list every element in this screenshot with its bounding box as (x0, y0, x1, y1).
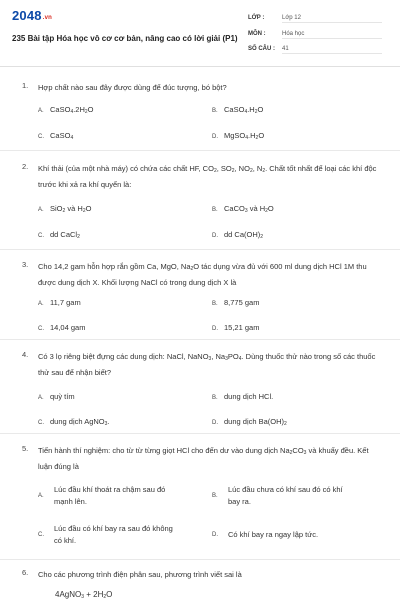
option-b[interactable]: B. 8,775 gam (212, 298, 260, 307)
site-logo[interactable]: 2048.vn (12, 8, 53, 23)
option-c[interactable]: C. dd CaCl$_2$ (38, 230, 80, 240)
question-text: Cho 14,2 gam hỗn hợp rắn gồm Ca, MgO, $Na_2O$ tác dụng vừa đủ với 600 ml dung dịch HCl 1M thu được dung dịch X. Khối lượng NaCl có trong dung dịch X là (38, 262, 367, 287)
option-a[interactable]: A. 11,7 gam (38, 298, 81, 307)
option-b[interactable]: B. CaCO$_3$ và $H_2O$ (212, 204, 274, 214)
question-divider (0, 433, 400, 434)
meta-question-count: SỐ CÂU : 41 (248, 46, 382, 54)
question-text: Cho các phương trình điện phân sau, phương trình viết sai là (38, 570, 242, 579)
document-title: 235 Bài tập Hóa học vô cơ cơ bản, nâng cao có lời giải (P1) (12, 34, 238, 43)
question-number: 1. (22, 81, 29, 90)
option-a[interactable]: A. SiO$_2$ và $H_2O$ (38, 204, 92, 214)
question-text: Hợp chất nào sau đây được dùng để đúc tượng, bó bột? (38, 83, 227, 92)
option-b[interactable]: B. dung dịch HCl. (212, 392, 274, 401)
question-number: 3. (22, 260, 29, 269)
option-d[interactable]: D. dung dịch $Ba(OH)_2$ (212, 417, 287, 427)
option-d[interactable]: D. 15,21 gam (212, 323, 260, 332)
meta-subject: MÔN : Hóa học (248, 31, 382, 39)
option-a[interactable]: A. quỳ tím (38, 392, 75, 401)
meta-class: LỚP : Lớp 12 (248, 15, 382, 23)
equation-formula: 4AgNO$_3$ + $2H_2O$ (55, 590, 113, 600)
option-d[interactable]: D. dd $Ca(OH)_2$ (212, 230, 264, 240)
question-divider (0, 559, 400, 560)
header-divider (0, 66, 400, 67)
question-text: Khí thải (của một nhà máy) có chứa các chất HF, $CO_2$, $SO_2$, $NO_2$, $N_2$. Chất tốt nhất để loại các khí độc trước khi xả ra khí quyển là: (38, 164, 377, 189)
option-d[interactable]: D. $MgSO_4.H_2O$ (212, 131, 265, 141)
option-a[interactable]: A. $CaSO_4.2H_2O$ (38, 105, 94, 115)
document-header (0, 0, 400, 66)
question-text: Có 3 lọ riêng biệt đựng các dung dịch: NaCl, NaNO$_3$, $Na_3PO_4$. Dùng thuốc thử nào trong số các thuốc thử sau để nhận biết? (38, 352, 376, 377)
option-b[interactable]: B. $CaSO_4.H_2O$ (212, 105, 264, 115)
option-c[interactable]: C. dung dịch AgNO$_3$. (38, 417, 110, 427)
question-number: 4. (22, 350, 29, 359)
question-divider (0, 249, 400, 250)
question-divider (0, 150, 400, 151)
option-c[interactable]: C. 14,04 gam (38, 323, 86, 332)
option-c[interactable]: C. CaSO$_4$ (38, 131, 74, 141)
question-text: Tiến hành thí nghiệm: cho từ từ từng giọt HCl cho đến dư vào dung dịch $Na_2CO_3$ và khuấy đều. Kết luận đúng là (38, 446, 369, 471)
question-divider (0, 339, 400, 340)
question-number: 5. (22, 444, 29, 453)
question-number: 6. (22, 568, 29, 577)
question-number: 2. (22, 162, 29, 171)
